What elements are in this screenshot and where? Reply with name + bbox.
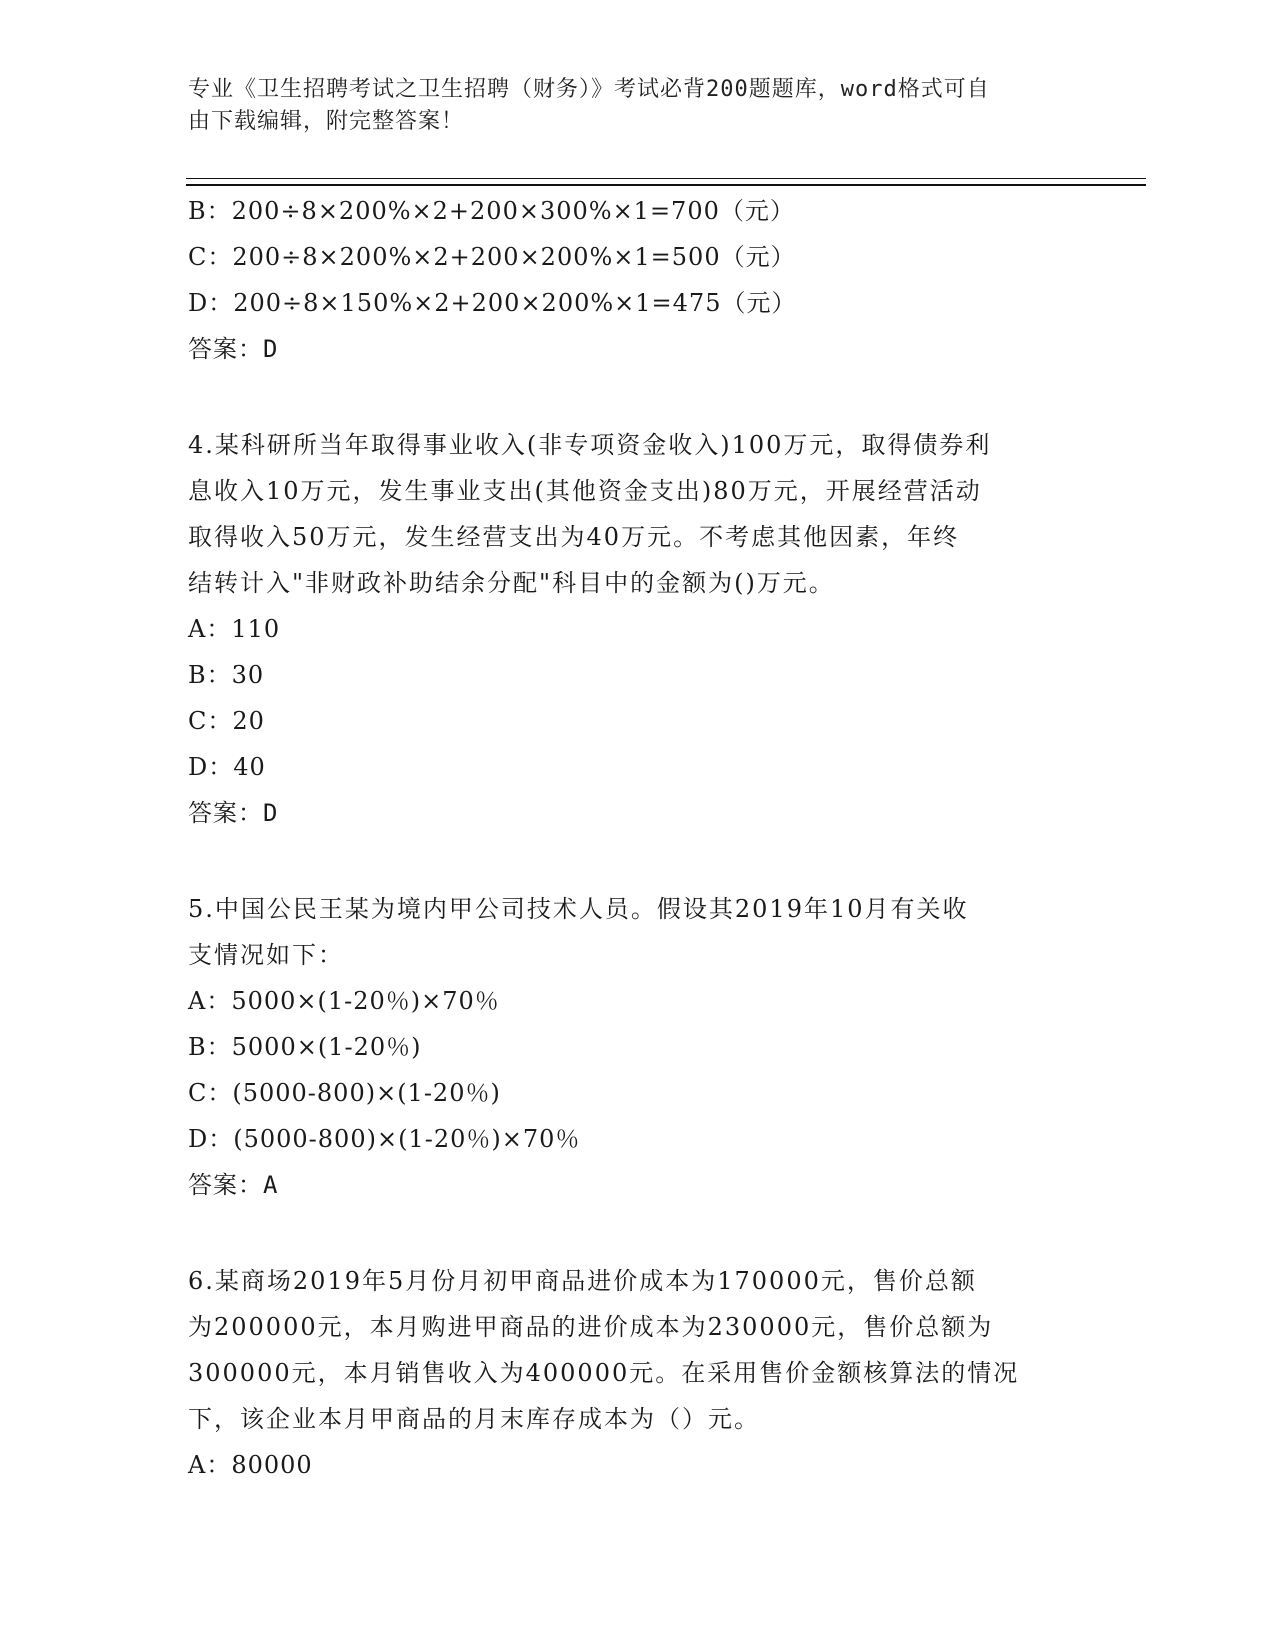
option-a: A：5000×(1-20％)×70％	[188, 987, 500, 1015]
document-body	[188, 188, 1088, 1488]
question-5	[188, 886, 1088, 1208]
question-text-line: 6.某商场2019年5月份月初甲商品进价成本为170000元，售价总额	[188, 1267, 977, 1295]
option-a: A：110	[188, 615, 281, 643]
header-line-2: 由下载编辑，附完整答案！	[188, 109, 465, 134]
option-d: D：(5000-800)×(1-20％)×70％	[188, 1125, 581, 1153]
question-text-line: 结转计入"非财政补助结余分配"科目中的金额为()万元。	[188, 569, 835, 597]
question-4	[188, 422, 1088, 836]
question-text-line: 取得收入50万元，发生经营支出为40万元。不考虑其他因素，年终	[188, 523, 960, 551]
question-text-line: 为200000元，本月购进甲商品的进价成本为230000元，售价总额为	[188, 1313, 994, 1341]
question-text-line: 4.某科研所当年取得事业收入(非专项资金收入)100万元，取得债券利	[188, 431, 992, 459]
question-text-line: 息收入10万元，发生事业支出(其他资金支出)80万元，开展经营活动	[188, 477, 982, 505]
option-b: B：30	[188, 661, 265, 689]
question-text-line: 支情况如下：	[188, 941, 344, 969]
option-b: B：200÷8×200%×2+200×300%×1=700（元）	[188, 197, 795, 225]
answer-line: 答案：D	[188, 799, 279, 827]
question-text-line: 5.中国公民王某为境内甲公司技术人员。假设其2019年10月有关收	[188, 895, 969, 923]
option-d: D：40	[188, 753, 266, 781]
header-divider-thick	[186, 184, 1146, 186]
question-text-line: 300000元，本月销售收入为400000元。在采用售价金额核算法的情况	[188, 1359, 1020, 1387]
question-6	[188, 1258, 1088, 1488]
question-text	[188, 1258, 1088, 1442]
option-c: C：200÷8×200%×2+200×200%×1=500（元）	[188, 243, 796, 271]
answer-line: 答案：D	[188, 335, 279, 363]
question-text-line: 下，该企业本月甲商品的月末库存成本为（）元。	[188, 1405, 760, 1433]
option-d: D：200÷8×150%×2+200×200%×1=475（元）	[188, 289, 797, 317]
option-b: B：5000×(1-20％)	[188, 1033, 422, 1061]
answer-line: 答案：A	[188, 1171, 279, 1199]
question-text	[188, 886, 1088, 978]
header-line-1: 专业《卫生招聘考试之卫生招聘（财务）》考试必背200题题库，word格式可自	[188, 77, 990, 102]
question-text	[188, 422, 1088, 606]
question-partial	[188, 188, 1088, 372]
header-divider-thin	[186, 178, 1146, 179]
option-c: C：(5000-800)×(1-20％)	[188, 1079, 501, 1107]
option-c: C：20	[188, 707, 265, 735]
option-a: A：80000	[188, 1451, 313, 1479]
document-header	[188, 74, 1088, 138]
